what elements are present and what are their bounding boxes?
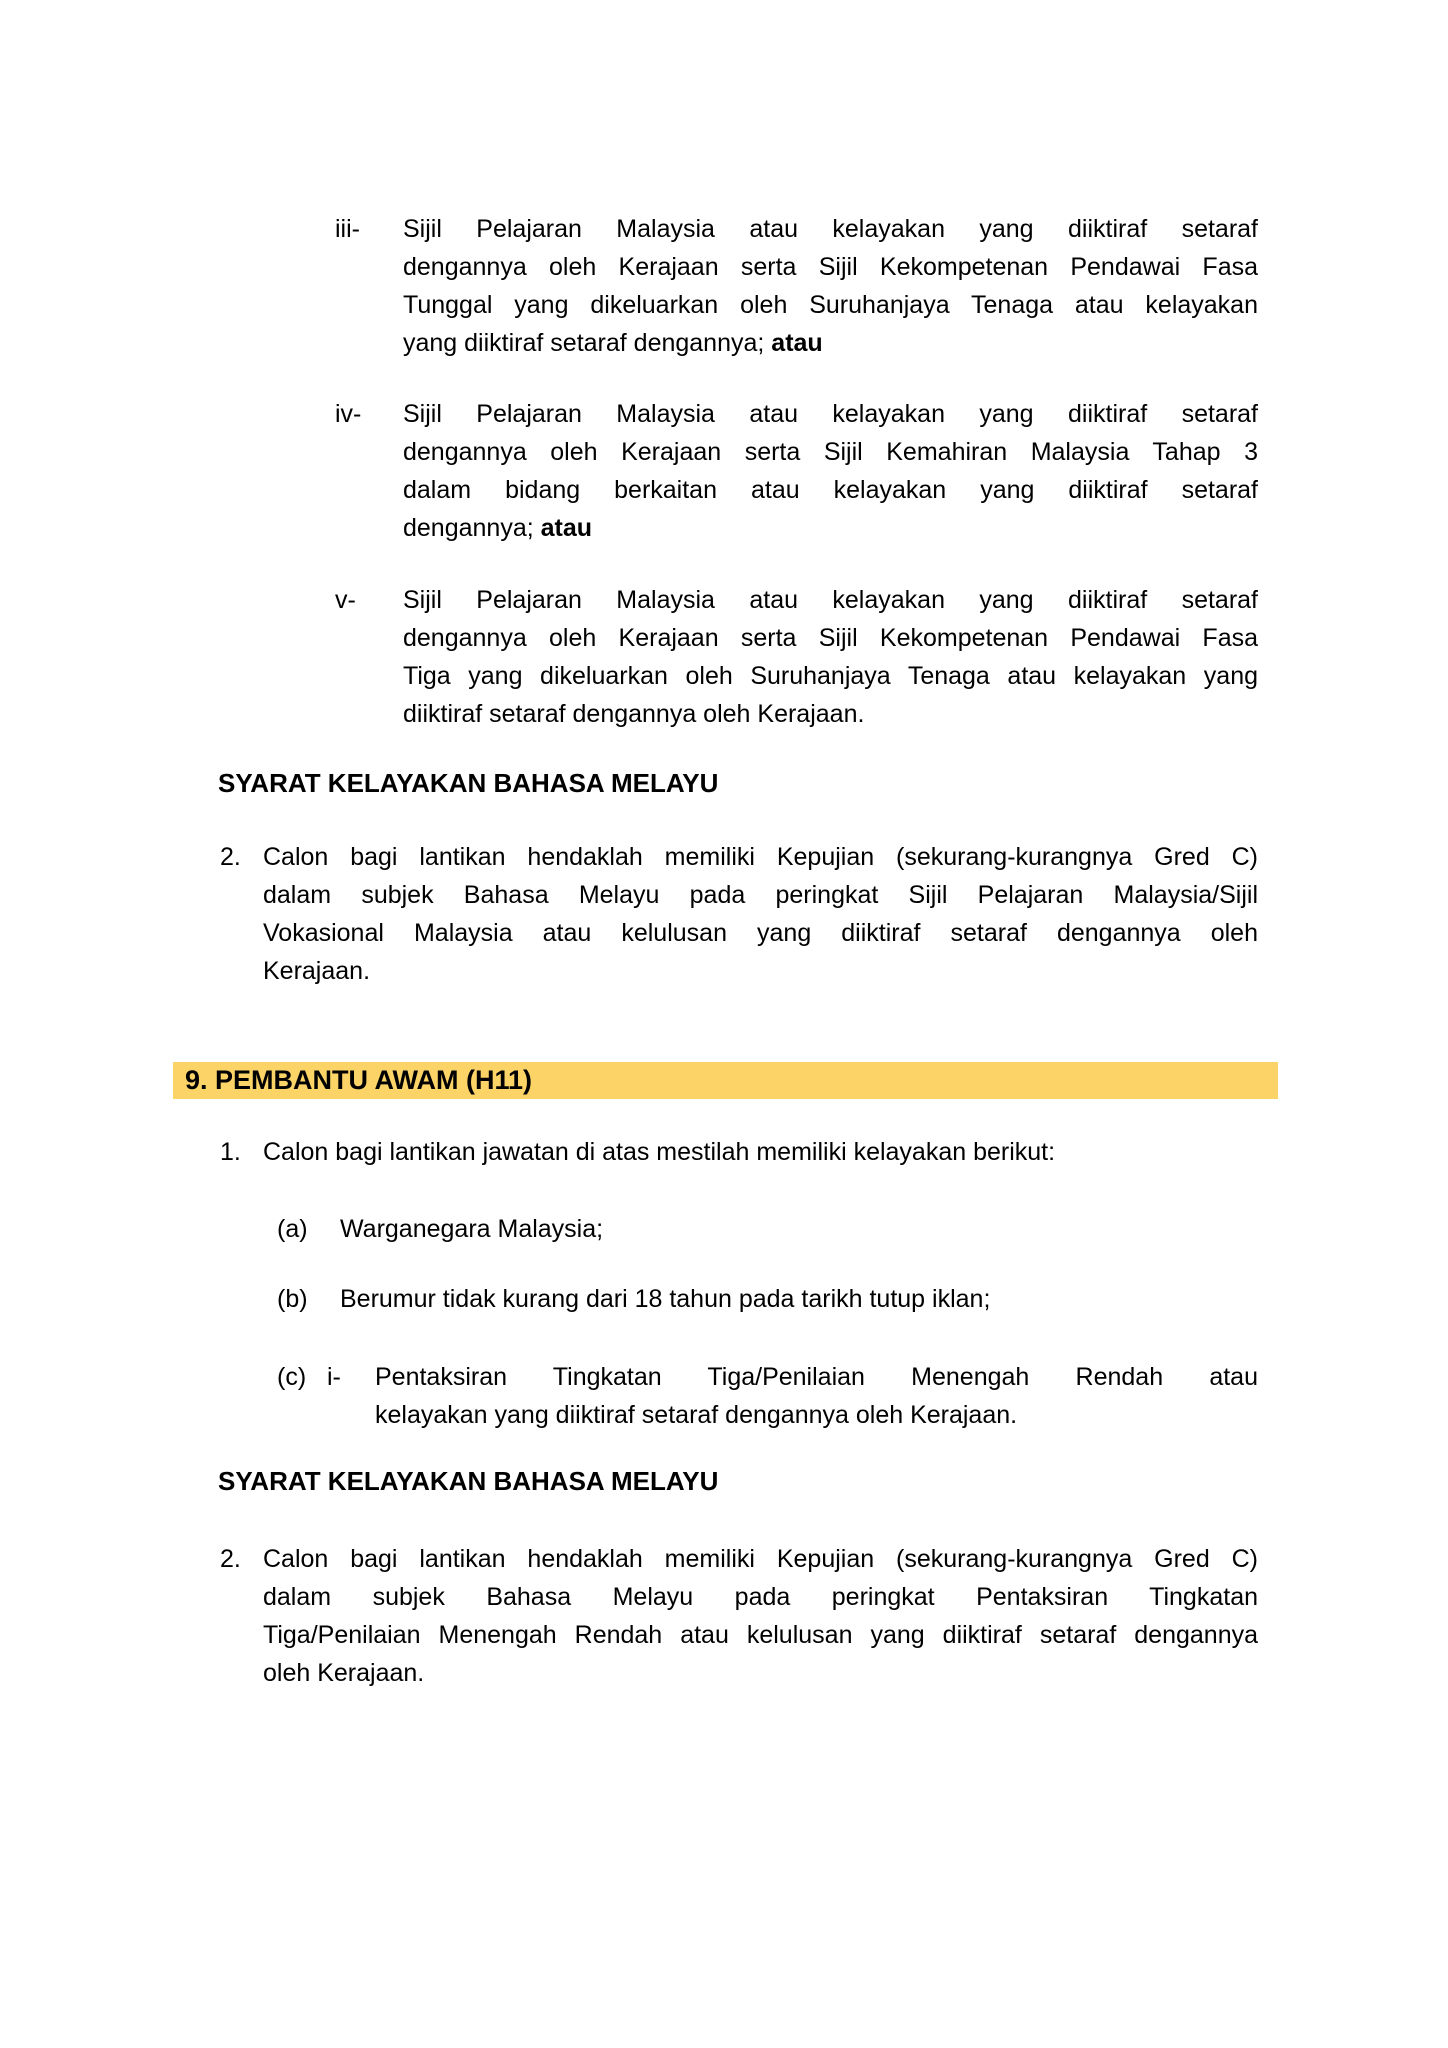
list-marker-b: (b) [277,1285,308,1313]
list-marker-2b: 2. [220,1545,241,1573]
text-line: dengannya oleh Kerajaan serta Sijil Kekompetenan Pendawai Fasa [403,624,1258,652]
text-line: diiktiraf setaraf dengannya oleh Kerajaan. [403,700,865,728]
text-line: yang diiktiraf setaraf dengannya; atau [403,329,823,357]
text-line: dalam bidang berkaitan atau kelayakan yang diiktiraf setaraf [403,476,1258,504]
list-marker-v: v- [335,586,356,614]
heading-syarat-bahasa-melayu-1: SYARAT KELAYAKAN BAHASA MELAYU [218,768,719,798]
bm-requirement-2-paragraph [263,1540,1258,1692]
text-line: Sijil Pelajaran Malaysia atau kelayakan yang diiktiraf setaraf [403,586,1258,614]
text-line: Vokasional Malaysia atau kelulusan yang diiktiraf setaraf dengannya oleh [263,919,1258,947]
text-line: kelayakan yang diiktiraf setaraf dengannya oleh Kerajaan. [375,1401,1018,1429]
section-heading-highlight [173,1062,1278,1099]
list-item-iii [403,210,1258,362]
criterion-c [375,1358,1258,1434]
text-line: Pentaksiran Tingkatan Tiga/Penilaian Menengah Rendah atau [375,1363,1258,1391]
list-marker-iv: iv- [335,400,362,428]
text-line: dengannya; atau [403,514,593,542]
text-line: Tiga/Penilaian Menengah Rendah atau kelulusan yang diiktiraf setaraf dengannya [263,1621,1258,1649]
text-line: Tiga yang dikeluarkan oleh Suruhanjaya Tenaga atau kelayakan yang [403,662,1258,690]
section-9-title: 9. PEMBANTU AWAM (H11) [185,1065,533,1095]
text-line: oleh Kerajaan. [263,1659,425,1687]
text-line: dalam subjek Bahasa Melayu pada peringkat Pentaksiran Tingkatan [263,1583,1258,1611]
text-line: dalam subjek Bahasa Melayu pada peringkat Sijil Pelajaran Malaysia/Sijil [263,881,1258,909]
list-item-iv [403,395,1258,547]
criterion-b: Berumur tidak kurang dari 18 tahun pada tarikh tutup iklan; [340,1285,991,1313]
text-line: Sijil Pelajaran Malaysia atau kelayakan yang diiktiraf setaraf [403,400,1258,428]
text-line: Sijil Pelajaran Malaysia atau kelayakan yang diiktiraf setaraf [403,215,1258,243]
list-marker-a: (a) [277,1215,308,1243]
text-line: dengannya oleh Kerajaan serta Sijil Kemahiran Malaysia Tahap 3 [403,438,1258,466]
list-marker-iii: iii- [335,215,360,243]
list-marker-2a: 2. [220,843,241,871]
criterion-a: Warganegara Malaysia; [340,1215,604,1243]
list-marker-1: 1. [220,1138,241,1166]
text-line: Calon bagi lantikan hendaklah memiliki Kepujian (sekurang-kurangnya Gred C) [263,843,1258,871]
heading-syarat-bahasa-melayu-2: SYARAT KELAYAKAN BAHASA MELAYU [218,1466,719,1496]
text-line: dengannya oleh Kerajaan serta Sijil Kekompetenan Pendawai Fasa [403,253,1258,281]
list-item-v [403,581,1258,733]
text-line: Kerajaan. [263,957,371,985]
section-9-item-1: Calon bagi lantikan jawatan di atas mestilah memiliki kelayakan berikut: [263,1138,1056,1166]
list-marker-c-i: i- [327,1363,341,1391]
bm-requirement-1-paragraph [263,838,1258,990]
text-line: Calon bagi lantikan hendaklah memiliki Kepujian (sekurang-kurangnya Gred C) [263,1545,1258,1573]
list-marker-c: (c) [277,1363,307,1391]
text-line: Tunggal yang dikeluarkan oleh Suruhanjaya Tenaga atau kelayakan [403,291,1258,319]
